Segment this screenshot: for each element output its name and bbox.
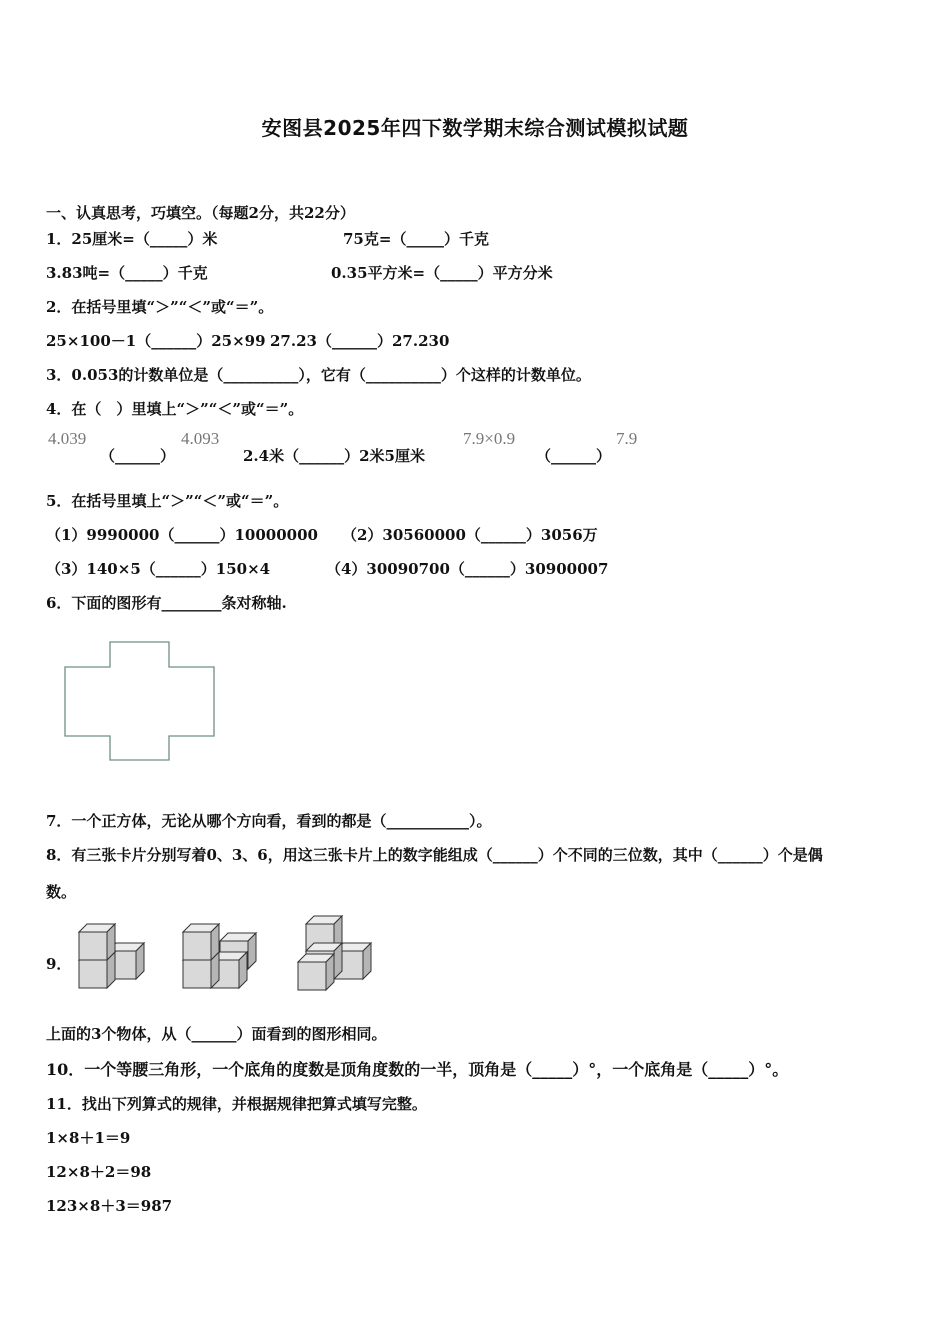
q1-part-c: 3.83吨=（_____）千克 bbox=[46, 264, 208, 282]
q5-part-1: （1）9990000（______）10000000 bbox=[46, 526, 318, 544]
q5-part-3: （3）140×5（______）150×4 bbox=[46, 560, 271, 578]
cross-shape-figure bbox=[60, 638, 220, 766]
q4-number-4: 7.9 bbox=[616, 429, 638, 448]
q10-text: 10．一个等腰三角形，一个底角的度数是顶角度数的一半，顶角是（_____）°，一个底角是（_____）°。 bbox=[46, 1060, 789, 1079]
q2-part-b: 27.23（______）27.230 bbox=[270, 332, 450, 350]
q8-line-1: 8．有三张卡片分别写着0、3、6，用这三张卡片上的数字能组成（______）个不同的三位数，其中（______）个是偶 bbox=[46, 846, 823, 864]
q2-stem: 2．在括号里填“＞”“＜”或“＝”。 bbox=[46, 298, 274, 316]
q2-part-a: 25×100－1（______）25×99 bbox=[46, 332, 266, 350]
q11-line-1: 1×8＋1＝9 bbox=[46, 1129, 131, 1147]
q5-stem: 5．在括号里填上“＞”“＜”或“＝”。 bbox=[46, 492, 289, 510]
section-heading: 一、认真思考，巧填空。（每题2分，共22分） bbox=[46, 204, 355, 222]
q1-part-d: 0.35平方米=（_____）平方分米 bbox=[331, 264, 553, 282]
q1-part-a: 1．25厘米=（_____）米 bbox=[46, 230, 218, 248]
cube-object-3 bbox=[298, 916, 371, 990]
cube-object-1 bbox=[79, 924, 144, 988]
q4-number-2: 4.093 bbox=[181, 429, 220, 448]
q4-part-b: 2.4米（______）2米5厘米 bbox=[243, 447, 425, 465]
q5-part-2: （2）30560000（______）3056万 bbox=[342, 526, 598, 544]
q4-blank-1: （______） bbox=[100, 447, 176, 465]
q3-text: 3．0.053的计数单位是（__________），它有（__________）个这样的计数单位。 bbox=[46, 366, 591, 384]
q5-part-4: （4）30090700（______）30900007 bbox=[326, 560, 609, 578]
q7-text: 7．一个正方体，无论从哪个方向看，看到的都是（___________）。 bbox=[46, 812, 492, 830]
q11-line-3: 123×8＋3＝987 bbox=[46, 1197, 173, 1215]
q1-part-b: 75克=（_____）千克 bbox=[343, 230, 489, 248]
q9-number: 9． bbox=[46, 955, 72, 973]
cross-shape bbox=[65, 642, 214, 760]
q4-blank-3: （______） bbox=[536, 447, 612, 465]
q11-stem: 11．找出下列算式的规律，并根据规律把算式填写完整。 bbox=[46, 1095, 427, 1113]
page-title: 安图县2025年四下数学期末综合测试模拟试题 bbox=[261, 116, 689, 140]
q4-number-3: 7.9×0.9 bbox=[463, 429, 516, 448]
q9-text: 上面的3个物体，从（______）面看到的图形相同。 bbox=[46, 1025, 387, 1043]
q6-text: 6．下面的图形有________条对称轴. bbox=[46, 594, 287, 612]
q4-number-1: 4.039 bbox=[48, 429, 87, 448]
q8-line-2: 数。 bbox=[46, 883, 77, 901]
q11-line-2: 12×8＋2＝98 bbox=[46, 1163, 152, 1181]
q4-stem: 4．在（ ）里填上“＞”“＜”或“＝”。 bbox=[46, 400, 304, 418]
cube-object-2 bbox=[183, 924, 256, 988]
cube-figures bbox=[70, 910, 390, 1000]
